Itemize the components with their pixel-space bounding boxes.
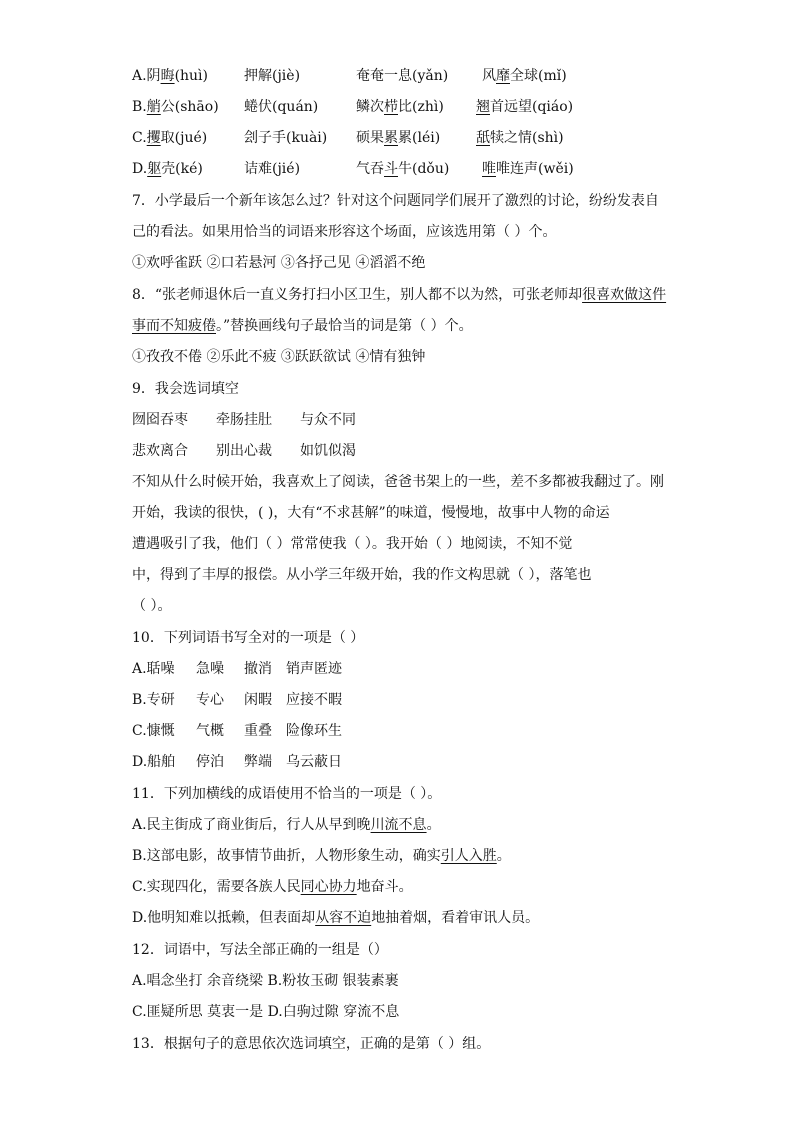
- q9-paragraph-line: 中，得到了丰厚的报偿。从小学三年级开始，我的作文构思就（ ），落笔也: [132, 567, 592, 583]
- q8-stem-line2: 事而不知疲倦。”替换画线句子最恰当的词是第（ ）个。: [132, 318, 473, 334]
- word-bank-item: 与众不同: [300, 412, 356, 428]
- q9-paragraph-line: （ ）。: [132, 598, 172, 614]
- q9-title: 9．我会选词填空: [132, 381, 239, 397]
- word-bank-item: 如饥似渴: [300, 443, 356, 459]
- word-bank-item: 别出心裁: [216, 443, 272, 459]
- q11-option-b: B.这部电影，故事情节曲折，人物形象生动，确实引人入胜。: [132, 848, 511, 864]
- q12-options-line2: C.匪疑所思 莫衷一是 D.白驹过隙 穿流不息: [132, 1004, 400, 1020]
- q11-title: 11．下列加横线的成语使用不恰当的一项是（ ）。: [132, 786, 442, 802]
- q9-paragraph-line: 遭遇吸引了我，他们（ ）常常使我（ ）。我开始（ ）地阅读，不知不觉: [132, 536, 573, 552]
- q7-stem-line1: 7．小学最后一个新年该怎么过？针对这个问题同学们展开了激烈的讨论，纷纷发表自: [132, 193, 659, 209]
- word-bank-item: 囫囵吞枣: [132, 412, 188, 428]
- q11-option-d: D.他明知难以抵赖，但表面却从容不迫地抽着烟，看着审讯人员。: [132, 910, 540, 926]
- q7-stem-line2: 己的看法。如果用恰当的词语来形容这个场面，应该选用第（ ）个。: [132, 224, 557, 240]
- q10-title: 10．下列词语书写全对的一项是（ ）: [132, 630, 365, 646]
- word-bank-item: 牵肠挂肚: [216, 412, 272, 428]
- word-bank-item: 悲欢离合: [132, 443, 188, 459]
- q11-option-c: C.实现四化，需要各族人民同心协力地奋斗。: [132, 879, 413, 895]
- q12-title: 12．词语中，写法全部正确的一组是（）: [132, 942, 388, 958]
- q9-paragraph-line: 不知从什么时候开始，我喜欢上了阅读，爸爸书架上的一些，差不多都被我翻过了。刚: [132, 474, 664, 490]
- q7-options: ①欢呼雀跃 ②口若悬河 ③各抒己见 ④滔滔不绝: [132, 255, 426, 271]
- q8-stem-line1: 8．“张老师退休后一直义务打扫小区卫生，别人都不以为然，可张老师却很喜欢做这件: [132, 287, 667, 303]
- q11-option-a: A.民主街成了商业街后，行人从早到晚川流不息。: [132, 817, 441, 833]
- q8-options: ①孜孜不倦 ②乐此不疲 ③跃跃欲试 ④情有独钟: [132, 349, 426, 365]
- exam-page: A.阴晦(huì) 押解(jiè) 奄奄一息(yǎn) 风靡全球(mǐ) B.艄公(shāo) 蜷伏(quán) 鳞次栉比(zhì) 翘首远望(qiáo) C.攫取(jué) 刽子手(kuài) 硕果累累(léi) 舐犊之情(shì) D.躯壳(ké) 诘难(jié) 气吞斗牛(dǒu) 唯唯连声(wěi) 7．小学最后一个新年该怎么过？针对这个问题同学们展开了激烈的讨论，纷纷发表自 己的看法。如果用恰当的词语来形容这个场面，应该选用第（ ）个。 ①欢呼雀跃 ②口若悬河 ③各抒己见 ④滔滔不绝 8．“张老师退休后一直义务打扫小区卫生，别人都不以为然，可张老师却很喜欢做这件 事而不知疲倦。”替换画线句子最恰当的词是第（ ）个。 ①孜孜不倦 ②乐此不疲 ③跃跃欲试 ④情有独钟 9．我会选词填空 囫囵吞枣 牵肠挂肚 与众不同 悲欢离合 别出心裁 如饥似渴 不知从什么时候开始，我喜欢上了阅读，爸爸书架上的一些，差不多都被我翻过了。刚 开始，我读的很快，( )，大有“不求甚解”的味道，慢慢地，故事中人物的命运 遭遇吸引了我，他们（ ）常常使我（ ）。我开始（ ）地阅读，不知不觉 中，得到了丰厚的报偿。从小学三年级开始，我的作文构思就（ ），落笔也 （ ）。 10．下列词语书写全对的一项是（ ） A.聒噪 急噪 撤消 销声匿迹 B.专研 专心 闲暇 应接不暇 C.慷慨 气概 重叠 险像环生 D.船舶 停泊 弊端 乌云蔽日 11．下列加横线的成语使用不恰当的一项是（ ）。 A.民主街成了商业街后，行人从早到晚川流不息。 B.这部电影，故事情节曲折，人物形象生动，确实引人入胜。 C.实现四化，需要各族人民同心协力地奋斗。 D.他明知难以抵赖，但表面却从容不迫地抽着烟，看着审讯人员。 12．词语中，写法全部正确的一组是（） A.唱念坐打 余音绕梁 B.粉妆玉砌 银装素裹 C.匪疑所思 莫衷一是 D.白驹过隙 穿流不息 13．根据句子的意思依次选词填空，正确的是第（ ）组。: [132, 68, 667, 1052]
- q12-options-line1: A.唱念坐打 余音绕梁 B.粉妆玉砌 银装素裹: [132, 973, 399, 989]
- q9-paragraph-line: 开始，我读的很快，( )，大有“不求甚解”的味道，慢慢地，故事中人物的命运: [132, 505, 610, 521]
- q13-title: 13．根据句子的意思依次选词填空，正确的是第（ ）组。: [132, 1036, 491, 1052]
